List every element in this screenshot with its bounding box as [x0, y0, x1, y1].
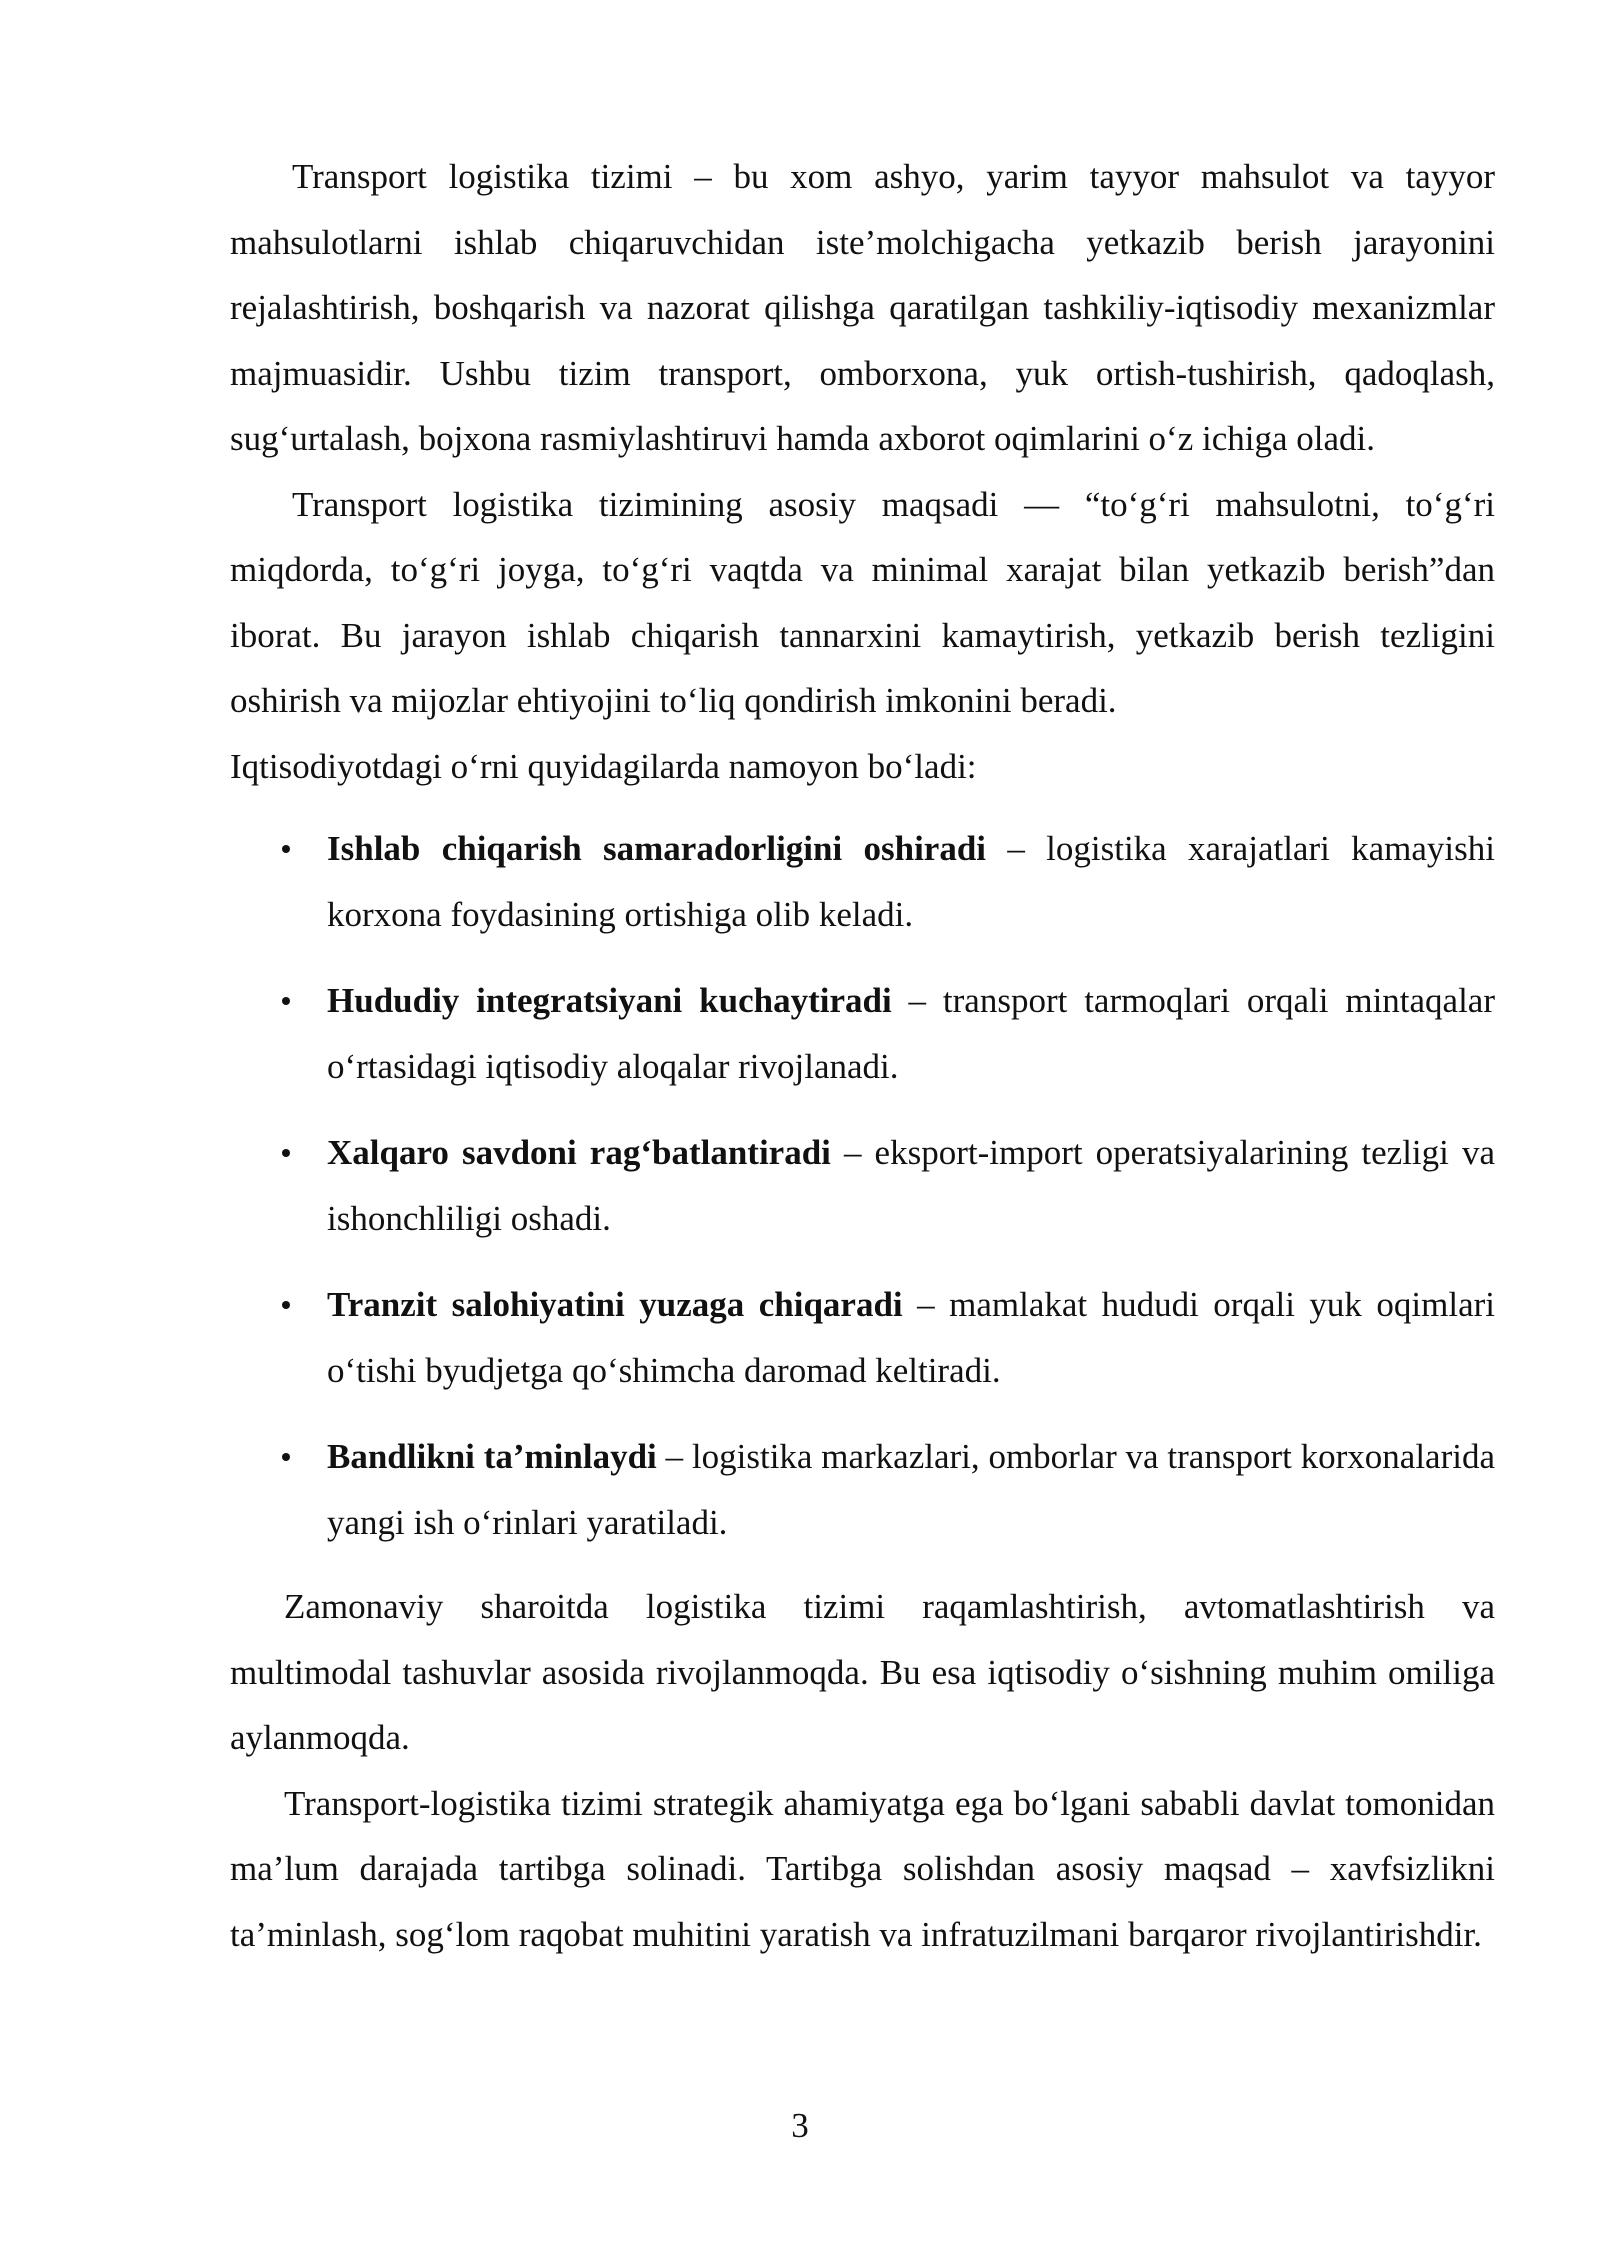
- paragraph-role-intro: Iqtisodiyotdagi o‘rni quyidagilarda namoyon bo‘ladi:: [230, 746, 977, 786]
- bullet-item: [230, 968, 1495, 1099]
- page-content: [230, 144, 1495, 1967]
- page-number: 3: [791, 2106, 809, 2145]
- bullet-text: – mamlakat hududi orqali yuk oqimlari o‘tishi byudjetga qo‘shimcha daromad keltiradi.: [327, 1285, 1495, 1390]
- paragraph-definition: Transport logistika tizimi – bu xom ashyo, yarim tayyor mahsulot va tayyor mahsulotlarni ishlab chiqaruvchidan iste’molchigacha yetkazib berish jarayonini rejalashtirish, boshqarish va nazorat qilishga qaratilgan tashkiliy-iqtisodiy mexanizmlar majmuasidir. Ushbu tizim transport, omborxona, yuk ortish-tushirish, qadoqlash, sug‘urtalash, bojxona rasmiylashtiruvi hamda axborot oqimlarini o‘z ichiga oladi.: [230, 157, 1495, 458]
- paragraph-modern: Zamonaviy sharoitda logistika tizimi raqamlashtirish, avtomatlashtirish va multimodal tashuvlar asosida rivojlanmoqda. Bu esa iqtisodiy o‘sishning muhim omiliga aylanmoqda.: [230, 1587, 1495, 1757]
- bullet-term: Hududiy integratsiyani kuchaytiradi: [327, 981, 892, 1020]
- bullet-item: [230, 1424, 1495, 1555]
- bullet-term: Xalqaro savdoni rag‘batlantiradi: [327, 1133, 831, 1172]
- bullet-term: Ishlab chiqarish samaradorligini oshiradi: [327, 829, 987, 868]
- paragraph-goal: Transport logistika tizimining asosiy maqsadi — “to‘g‘ri mahsulotni, to‘g‘ri miqdorda, to‘g‘ri joyga, to‘g‘ri vaqtda va minimal xarajat bilan yetkazib berish”dan iborat. Bu jarayon ishlab chiqarish tannarxini kamaytirish, yetkazib berish tezligini oshirish va mijozlar ehtiyojini to‘liq qondirish imkonini beradi.: [230, 484, 1495, 720]
- bullet-text: – eksport-import operatsiyalarining tezligi va ishonchliligi oshadi.: [327, 1133, 1495, 1238]
- bullet-text: – logistika xarajatlari kamayishi korxona foydasining ortishiga olib keladi.: [327, 829, 1496, 934]
- bullet-item: [230, 816, 1495, 947]
- role-bullet-list: [230, 816, 1495, 1555]
- bullet-text: – logistika markazlari, omborlar va transport korxonalarida yangi ish o‘rinlari yaratiladi.: [327, 1437, 1495, 1542]
- bullet-text: – transport tarmoqlari orqali mintaqalar o‘rtasidagi iqtisodiy aloqalar rivojlanadi.: [327, 981, 1496, 1086]
- bullet-term: Tranzit salohiyatini yuzaga chiqaradi: [327, 1285, 903, 1324]
- paragraph-regulation: Transport-logistika tizimi strategik ahamiyatga ega bo‘lgani sababli davlat tomonidan ma’lum darajada tartibga solinadi. Tartibga solishdan asosiy maqsad – xavfsizlikni ta’minlash, sog‘lom raqobat muhitini yaratish va infratuzilmani barqaror rivojlantirishdir.: [230, 1783, 1495, 1954]
- bullet-term: Bandlikni ta’minlaydi: [327, 1437, 657, 1476]
- bullet-item: [230, 1272, 1495, 1403]
- bullet-item: [230, 1120, 1495, 1251]
